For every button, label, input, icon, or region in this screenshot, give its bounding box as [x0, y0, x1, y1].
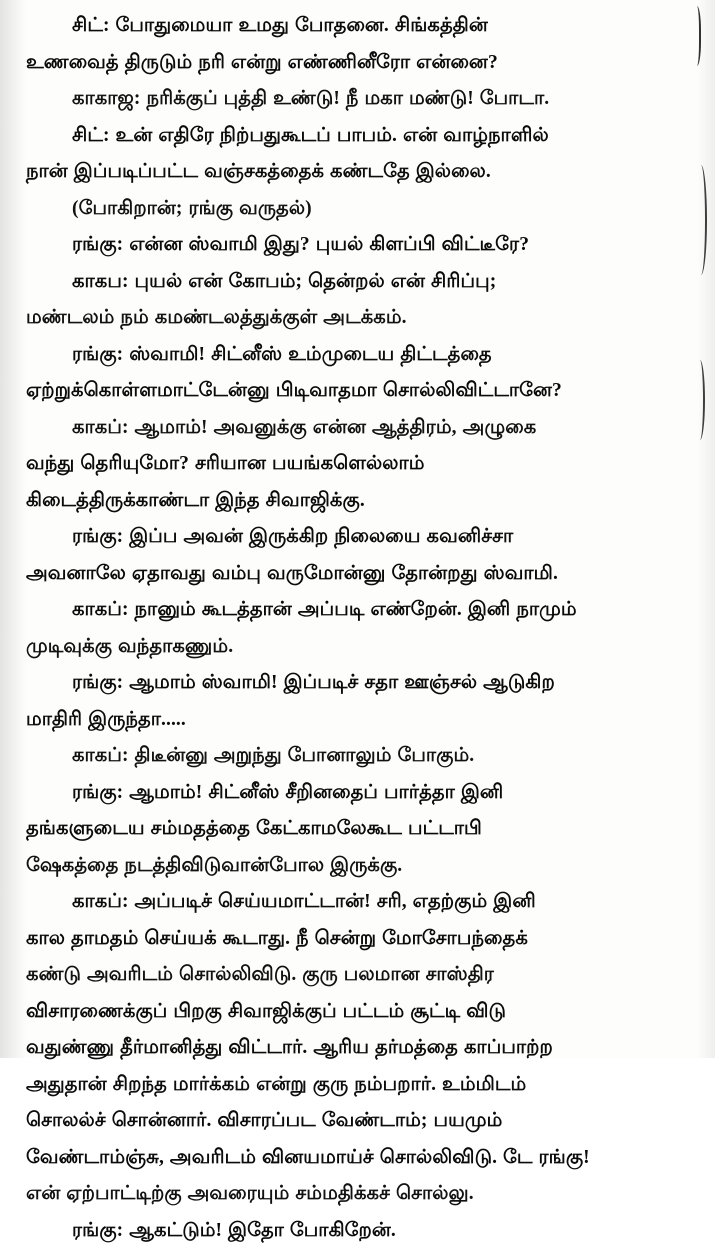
text-line: வதுண்ணு தீர்மானித்து விட்டார். ஆரிய தர்மத்தை காப்பாற்ற: [26, 1037, 553, 1058]
text-line: காகப: புயல் என் கோபம்; தென்றல் என் சிரிப்பு;: [72, 270, 497, 292]
text-line: சொலல்ச் சொன்னார். விசாரப்பட வேண்டாம்; பயமும்: [26, 1110, 503, 1131]
text-line: ரங்கு: ஸ்வாமி! சிட்னீஸ் உம்முடைய திட்டத்தை: [72, 343, 492, 365]
text-line: காகாஜ: நரிக்குப் புத்தி உண்டு! நீ மகா மண்டு! போடா.: [72, 88, 550, 109]
text-line: வந்து தெரியுமோ? சரியான பயங்களெல்லாம்: [26, 453, 425, 474]
text-line: என் ஏற்பாட்டிற்கு அவரையும் சம்மதிக்கச் சொல்லு.: [26, 1183, 474, 1204]
text-line: சிட்: உன் எதிரே நிற்பதுகூடப் பாபம். என் வாழ்நாளில்: [72, 124, 549, 146]
text-line: அதுதான் சிறந்த மார்க்கம் என்று குரு நம்பறார். உம்மிடம்: [26, 1073, 527, 1095]
text-line: கிடைத்திருக்காண்டா இந்த சிவாஜிக்கு.: [26, 489, 365, 511]
text-line: ரங்கு: ஆமாம்! சிட்னீஸ் சீறினதைப் பார்த்தா இனி: [72, 781, 504, 803]
text-line: ஷேகத்தை நடத்திவிடுவான்போல இருக்கு.: [26, 854, 403, 876]
text-line: கண்டு அவரிடம் சொல்லிவிடு. குரு பலமான சாஸ்திர: [26, 964, 494, 985]
text-line: கால தாமதம் செய்யக் கூடாது. நீ சென்று மோசோபந்தைக்: [26, 927, 528, 949]
text-line: மாதிரி இருந்தா.....: [26, 708, 186, 730]
text-line: ரங்கு: ஆமாம் ஸ்வாமி! இப்படிச் சதா ஊஞ்சல் ஆடுகிற: [72, 672, 555, 693]
text-line: சிட்: போதுமையா உமது போதனை. சிங்கத்தின்: [72, 15, 488, 36]
stage-direction: (போகிறான்; ரங்கு வருதல்): [72, 197, 312, 219]
text-line: காகப்: அப்படிச் செய்யமாட்டான்! சரி, எதற்கும் இனி: [72, 891, 536, 912]
text-line: மண்டலம் நம் கமண்டலத்துக்குள் அடக்கம்.: [26, 307, 407, 328]
text-line: காகப்: ஆமாம்! அவனுக்கு என்ன ஆத்திரம், அழுகை: [72, 416, 537, 438]
text-line: ரங்கு: இப்ப அவன் இருக்கிற நிலையை கவனிச்சா: [72, 526, 514, 547]
text-line: ரங்கு: ஆகட்டும்! இதோ போகிறேன்.: [72, 1219, 396, 1241]
text-line: முடிவுக்கு வந்தாகணும்.: [26, 635, 234, 657]
text-line: உணவைத் திருடும் நரி என்று எண்ணினீரோ என்னை?: [26, 51, 498, 73]
text-line: ஏற்றுக்கொள்ளமாட்டேன்னு பிடிவாதமா சொல்லிவிட்டானே?: [26, 380, 562, 401]
text-line: அவனாலே ஏதாவது வம்பு வருமோன்னு தோன்றது ஸ்வாமி.: [26, 562, 558, 584]
text-line: ரங்கு: என்ன ஸ்வாமி இது? புயல் கிளப்பி விட்டீரே?: [72, 234, 530, 255]
text-line: காகப்: திடீன்னு அறுந்து போனாலும் போகும்.: [72, 745, 475, 766]
text-line: காகப்: நானும் கூடத்தான் அப்படி எண்றேன். இனி நாமும்: [72, 599, 577, 620]
text-line: நான் இப்படிப்பட்ட வஞ்சகத்தைக் கண்டதே இல்லை.: [26, 161, 491, 182]
text-line: வேண்டாம்ஞ்சு, அவரிடம் வினயமாய்ச் சொல்லிவிடு. டே ரங்கு!: [26, 1146, 590, 1168]
text-line: விசாரணைக்குப் பிறகு சிவாஜிக்குப் பட்டம் சூட்டி விடு: [26, 1000, 507, 1022]
text-line: தங்களுடைய சம்மதத்தை கேட்காமலேகூட பட்டாபி: [26, 818, 482, 839]
